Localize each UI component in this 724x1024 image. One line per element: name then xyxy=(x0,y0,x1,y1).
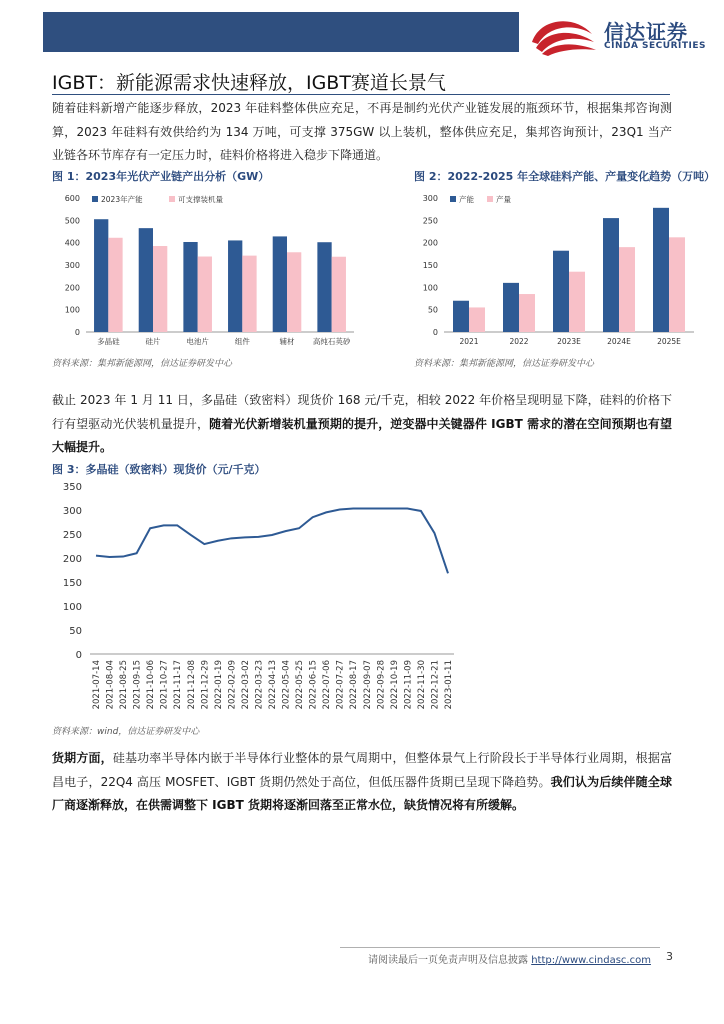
figure-1-chart xyxy=(52,184,362,356)
x-tick-label: 2022-07-27 xyxy=(335,660,346,710)
y-tick-label: 0 xyxy=(432,328,438,337)
legend-swatch xyxy=(169,196,175,202)
y-tick-label: 300 xyxy=(422,194,438,203)
x-tick-label: 组件 xyxy=(234,337,250,346)
x-tick-label: 2023-01-11 xyxy=(444,660,454,710)
bar-series-2 xyxy=(619,247,635,332)
y-tick-label: 100 xyxy=(62,602,82,613)
y-tick-label: 150 xyxy=(62,578,82,589)
y-tick-label: 300 xyxy=(64,261,80,270)
legend-label: 产能 xyxy=(459,195,474,204)
x-tick-label: 2021-09-15 xyxy=(132,660,143,710)
y-tick-label: 0 xyxy=(74,328,80,337)
x-tick-label: 2021-07-14 xyxy=(92,660,102,710)
bar-series-2 xyxy=(332,257,346,332)
x-tick-label: 2022-04-13 xyxy=(268,660,278,710)
x-tick-label: 2021-10-27 xyxy=(159,660,170,710)
y-tick-label: 300 xyxy=(62,506,82,517)
y-tick-label: 350 xyxy=(62,482,82,493)
x-tick-label: 电池片 xyxy=(186,337,209,346)
bar-series-1 xyxy=(228,240,242,332)
x-tick-label: 2022 xyxy=(509,337,529,346)
x-tick-label: 2022-08-17 xyxy=(349,660,360,710)
bar-series-1 xyxy=(317,242,331,332)
legend-label: 可支撑装机量 xyxy=(178,195,223,204)
x-tick-label: 2022-01-19 xyxy=(213,660,224,710)
section-title: IGBT：新能源需求快速释放，IGBT赛道长景气 xyxy=(52,72,446,94)
x-tick-label: 2025E xyxy=(657,337,681,346)
paragraph-2 xyxy=(52,389,672,460)
x-tick-label: 2021-11-17 xyxy=(173,660,184,710)
bar-series-1 xyxy=(553,251,569,332)
y-tick-label: 200 xyxy=(422,238,438,248)
bar-series-1 xyxy=(94,219,108,332)
y-tick-label: 100 xyxy=(422,283,438,293)
bar-series-1 xyxy=(503,283,519,332)
bar-series-1 xyxy=(139,228,153,332)
x-tick-label: 2021-12-08 xyxy=(186,660,197,710)
x-tick-label: 2021-12-29 xyxy=(200,660,211,710)
bar-series-2 xyxy=(669,237,685,332)
footer xyxy=(368,951,651,966)
bar-series-2 xyxy=(469,307,485,332)
y-tick-label: 400 xyxy=(64,238,80,248)
bar-series-2 xyxy=(287,252,301,332)
x-tick-label: 硅片 xyxy=(145,337,161,346)
legend-swatch xyxy=(487,196,493,202)
header-bar xyxy=(43,12,519,52)
x-tick-label: 2023E xyxy=(557,337,581,346)
y-tick-label: 0 xyxy=(75,650,82,661)
paragraph-1: 随着硅料新增产能逐步释放，2023 年硅料整体供应充足，不再是制约光伏产业链发展的瓶颈环节，根据集邦咨询测算，2023 年硅料有效供给约为 134 万吨，可支撑 375GW 以上装机，整体供应充足，集邦咨询预计，23Q1 当产业链各环节库存有一定压力时，硅料价格将进入稳步下降通道。 xyxy=(52,101,672,162)
figure-2-source: 资料来源：集邦新能源网，信达证券研发中心 xyxy=(414,359,595,369)
x-tick-label: 2022-09-07 xyxy=(362,660,373,710)
x-tick-label: 2021-08-04 xyxy=(105,660,116,710)
bar-series-1 xyxy=(183,242,197,332)
x-tick-label: 2022-11-09 xyxy=(403,660,414,710)
bar-series-2 xyxy=(569,272,585,332)
figure-2-chart xyxy=(414,184,704,356)
title-divider xyxy=(52,94,670,95)
legend-label: 2023年产能 xyxy=(101,195,143,204)
y-tick-label: 200 xyxy=(64,283,80,293)
paragraph-3-bold-lead: 货期方面， xyxy=(52,751,113,765)
figure-1-title: 图 1：2023年光伏产业链产出分析（GW） xyxy=(52,170,270,183)
x-tick-label: 辅材 xyxy=(279,337,295,346)
bar-series-2 xyxy=(108,238,122,332)
paragraph-2-plain: 截止 2023 年 1 月 11 日，多晶硅（致密料）现货价 168 元/千克，相较 2022 年价格呈现明显下降，硅料的价格下行有望驱动光伏装机量提升， xyxy=(52,393,672,431)
paragraph-3-bold-tail: 我们认为后续伴随全球厂商逐渐释放，在供需调整下 IGBT 货期将逐渐回落至正常水位，缺货情况将有所缓解。 xyxy=(52,774,672,812)
footer-divider xyxy=(340,947,660,948)
x-tick-label: 2022-02-09 xyxy=(227,660,238,710)
y-tick-label: 250 xyxy=(62,530,82,541)
page-number: 3 xyxy=(666,950,673,963)
x-tick-label: 2021 xyxy=(459,337,479,346)
figure-3-source: 资料来源：wind，信达证券研发中心 xyxy=(52,727,200,737)
x-tick-label: 2022-11-30 xyxy=(416,660,427,710)
x-tick-label: 2021-10-06 xyxy=(146,660,157,710)
bar-series-1 xyxy=(273,236,287,332)
paragraph-3-plain: 硅基功率半导体内嵌于半导体行业整体的景气周期中，但整体景气上行阶段长于半导体行业周期，根据富昌电子，22Q4 高压 MOSFET、IGBT 货期仍然处于高位，但低压器件货期已呈现下降趋势。 xyxy=(52,751,672,789)
bar-series-2 xyxy=(242,256,256,332)
x-tick-label: 2022-10-19 xyxy=(389,660,400,710)
y-tick-label: 150 xyxy=(422,261,438,270)
x-tick-label: 2024E xyxy=(607,337,631,346)
y-tick-label: 50 xyxy=(427,305,438,315)
x-tick-label: 2022-07-06 xyxy=(322,660,333,710)
legend-label: 产量 xyxy=(496,195,511,204)
y-tick-label: 500 xyxy=(64,216,80,226)
x-tick-label: 多晶硅 xyxy=(97,337,120,346)
x-tick-label: 高纯石英砂 xyxy=(312,337,351,346)
x-tick-label: 2022-05-25 xyxy=(295,660,306,710)
x-tick-label: 2021-08-25 xyxy=(119,660,130,710)
x-tick-label: 2022-12-21 xyxy=(430,660,441,710)
footer-disclaimer: 请阅读最后一页免责声明及信息披露 xyxy=(368,955,528,966)
y-tick-label: 250 xyxy=(422,216,438,226)
x-tick-label: 2022-09-28 xyxy=(376,660,387,710)
logo-swoosh-icon xyxy=(530,12,600,56)
price-line xyxy=(96,509,448,574)
legend-swatch xyxy=(92,196,98,202)
bar-series-2 xyxy=(198,257,212,332)
bar-series-1 xyxy=(453,301,469,332)
cinda-logo xyxy=(530,12,710,56)
logo-text-en: CINDA SECURITIES xyxy=(604,41,706,51)
bar-series-2 xyxy=(519,294,535,332)
figure-3-chart xyxy=(52,476,472,722)
figure-3-title: 图 3：多晶硅（致密料）现货价（元/千克） xyxy=(52,463,266,476)
x-tick-label: 2022-03-23 xyxy=(254,660,265,710)
logo-text-cn: 信达证券 xyxy=(604,20,688,44)
y-tick-label: 50 xyxy=(69,626,82,637)
x-tick-label: 2022-05-04 xyxy=(281,660,292,710)
paragraph-3 xyxy=(52,747,672,818)
figure-1-source: 资料来源：集邦新能源网，信达证券研发中心 xyxy=(52,359,233,369)
x-tick-label: 2022-03-02 xyxy=(240,660,251,710)
figure-2-title: 图 2：2022-2025 年全球硅料产能、产量变化趋势（万吨） xyxy=(414,170,716,183)
bar-series-2 xyxy=(153,246,167,332)
legend-swatch xyxy=(450,196,456,202)
bar-series-1 xyxy=(603,218,619,332)
x-tick-label: 2022-06-15 xyxy=(308,660,319,710)
y-tick-label: 100 xyxy=(64,305,80,315)
footer-link[interactable]: http://www.cindasc.com xyxy=(531,955,651,966)
y-tick-label: 600 xyxy=(64,194,80,203)
bar-series-1 xyxy=(653,208,669,332)
paragraph-2-bold: 随着光伏新增装机量预期的提升，逆变器中关键器件 IGBT 需求的潜在空间预期也有望大幅提升。 xyxy=(52,416,672,454)
y-tick-label: 200 xyxy=(62,554,82,565)
